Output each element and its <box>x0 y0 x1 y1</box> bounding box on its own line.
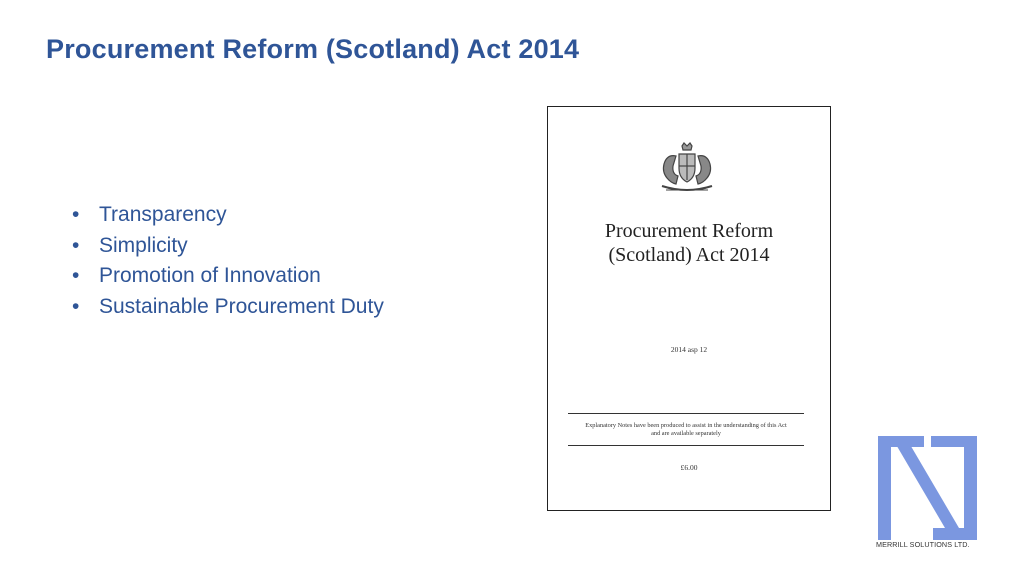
bullet-text: Promotion of Innovation <box>99 264 321 287</box>
act-cover-title: Procurement Reform (Scotland) Act 2014 <box>604 220 774 266</box>
bullet-text: Sustainable Procurement Duty <box>99 294 384 318</box>
act-price: £6.00 <box>680 463 698 472</box>
bullet-dot: • <box>72 203 80 226</box>
act-cover-image <box>547 106 831 511</box>
bullet-text: Simplicity <box>99 233 188 257</box>
bullet-list <box>72 200 384 322</box>
bullet-text: Transparency <box>99 203 227 226</box>
divider-line <box>568 445 804 446</box>
bullet-item <box>72 200 384 231</box>
act-reference: 2014 asp 12 <box>670 345 708 354</box>
bullet-item <box>72 261 384 292</box>
bullet-item <box>72 231 384 262</box>
bullet-item <box>72 292 384 323</box>
royal-coat-of-arms-icon <box>656 142 718 194</box>
logo-text: MERRILL SOLUTIONS LTD. <box>876 540 970 549</box>
slide-title: Procurement Reform (Scotland) Act 2014 <box>46 34 580 64</box>
bullet-dot: • <box>72 264 80 287</box>
divider-line <box>568 413 804 414</box>
bullet-dot: • <box>72 294 80 318</box>
bullet-dot: • <box>72 233 80 257</box>
merrill-solutions-logo-icon <box>875 436 980 540</box>
explanatory-note: Explanatory Notes have been produced to assist in the understanding of this Act and are available separately <box>585 422 787 437</box>
